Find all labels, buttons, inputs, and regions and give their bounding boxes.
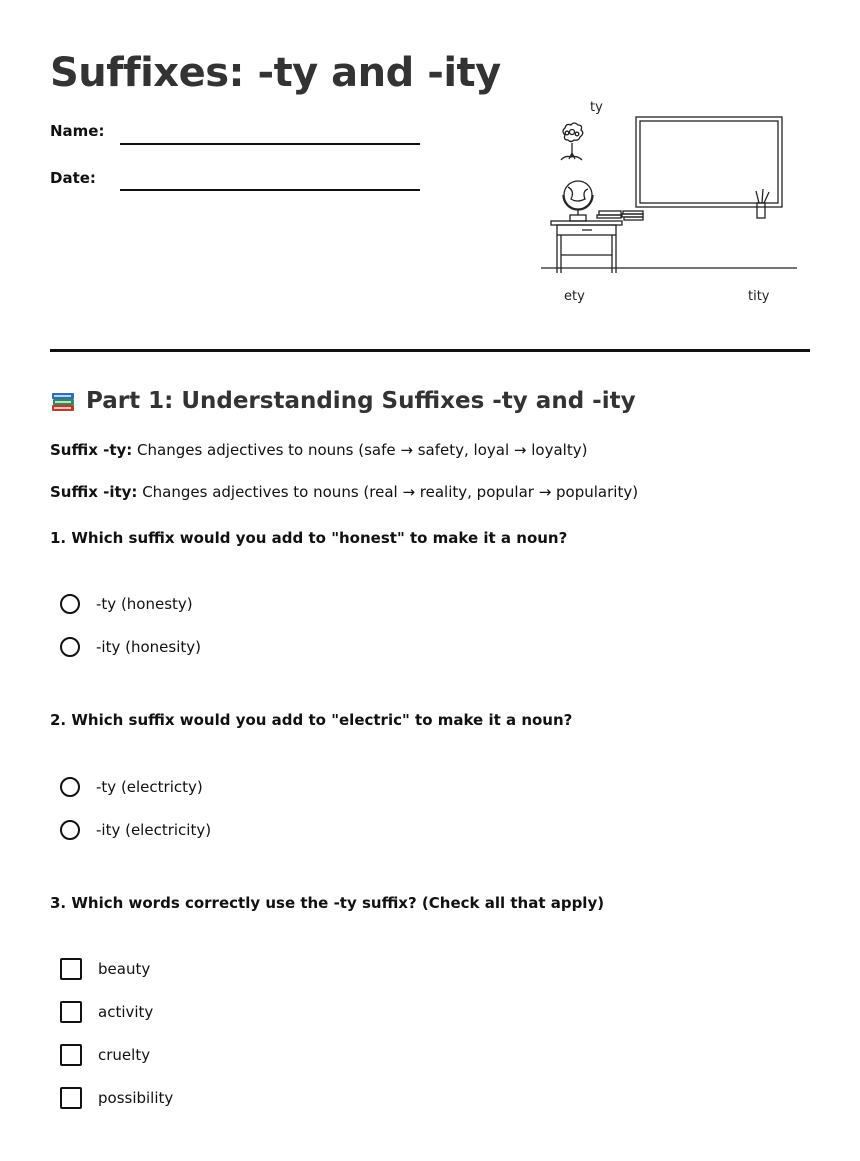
date-label: Date: <box>50 169 96 187</box>
illustration-label-left: ety <box>564 289 585 304</box>
question-3-option-4[interactable] <box>60 1087 173 1109</box>
option-label: activity <box>98 1003 154 1021</box>
question-3-option-3[interactable] <box>60 1044 150 1066</box>
question-1-option-1[interactable] <box>60 594 193 614</box>
definition-ity-term: Suffix -ity: <box>50 483 138 501</box>
option-label: -ity (electricity) <box>96 821 212 839</box>
illustration-label-top: ty <box>590 100 603 115</box>
question-3-option-2[interactable] <box>60 1001 153 1023</box>
page-title: Suffixes: -ty and -ity <box>50 50 501 96</box>
section-divider <box>50 349 810 352</box>
question-2-option-2[interactable] <box>60 820 211 840</box>
blackboard <box>636 117 782 207</box>
question-2-option-1[interactable] <box>60 777 203 797</box>
globe-icon <box>563 181 593 221</box>
checkbox[interactable] <box>60 958 82 980</box>
classroom-drawing <box>535 95 805 285</box>
question-1-prompt: 1. Which suffix would you add to "honest" to make it a noun? <box>50 529 568 547</box>
name-field[interactable] <box>120 143 420 145</box>
option-label: -ity (honesity) <box>96 638 201 656</box>
books-icon <box>50 388 76 414</box>
question-3-prompt: 3. Which words correctly use the -ty suffix? (Check all that apply) <box>50 894 605 912</box>
question-1-option-2[interactable] <box>60 637 201 657</box>
checkbox[interactable] <box>60 1001 82 1023</box>
name-label: Name: <box>50 122 105 140</box>
classroom-illustration <box>535 95 805 310</box>
definition-ity-text: Changes adjectives to nouns (real → reality, popular → popularity) <box>137 483 639 501</box>
radio-button[interactable] <box>60 594 80 614</box>
question-3-option-1[interactable] <box>60 958 150 980</box>
radio-button[interactable] <box>60 777 80 797</box>
date-field[interactable] <box>120 189 420 191</box>
part1-heading <box>50 388 636 414</box>
radio-button[interactable] <box>60 820 80 840</box>
definition-ty <box>50 441 587 459</box>
book-stack-icon <box>597 211 643 220</box>
option-label: -ty (electricty) <box>96 778 203 796</box>
question-2-prompt: 2. Which suffix would you add to "electric" to make it a noun? <box>50 711 573 729</box>
checkbox[interactable] <box>60 1087 82 1109</box>
option-label: possibility <box>98 1089 174 1107</box>
radio-button[interactable] <box>60 637 80 657</box>
option-label: beauty <box>98 960 151 978</box>
illustration-label-right: tity <box>748 289 770 304</box>
pencil-cup-icon <box>757 203 765 218</box>
part1-heading-text: Part 1: Understanding Suffixes -ty and -ity <box>86 388 636 414</box>
definition-ty-text: Changes adjectives to nouns (safe → safety, loyal → loyalty) <box>132 441 588 459</box>
desk <box>551 221 622 273</box>
tree-icon <box>561 123 583 160</box>
definition-ity <box>50 483 638 501</box>
definition-ty-term: Suffix -ty: <box>50 441 133 459</box>
checkbox[interactable] <box>60 1044 82 1066</box>
option-label: -ty (honesty) <box>96 595 193 613</box>
option-label: cruelty <box>98 1046 151 1064</box>
